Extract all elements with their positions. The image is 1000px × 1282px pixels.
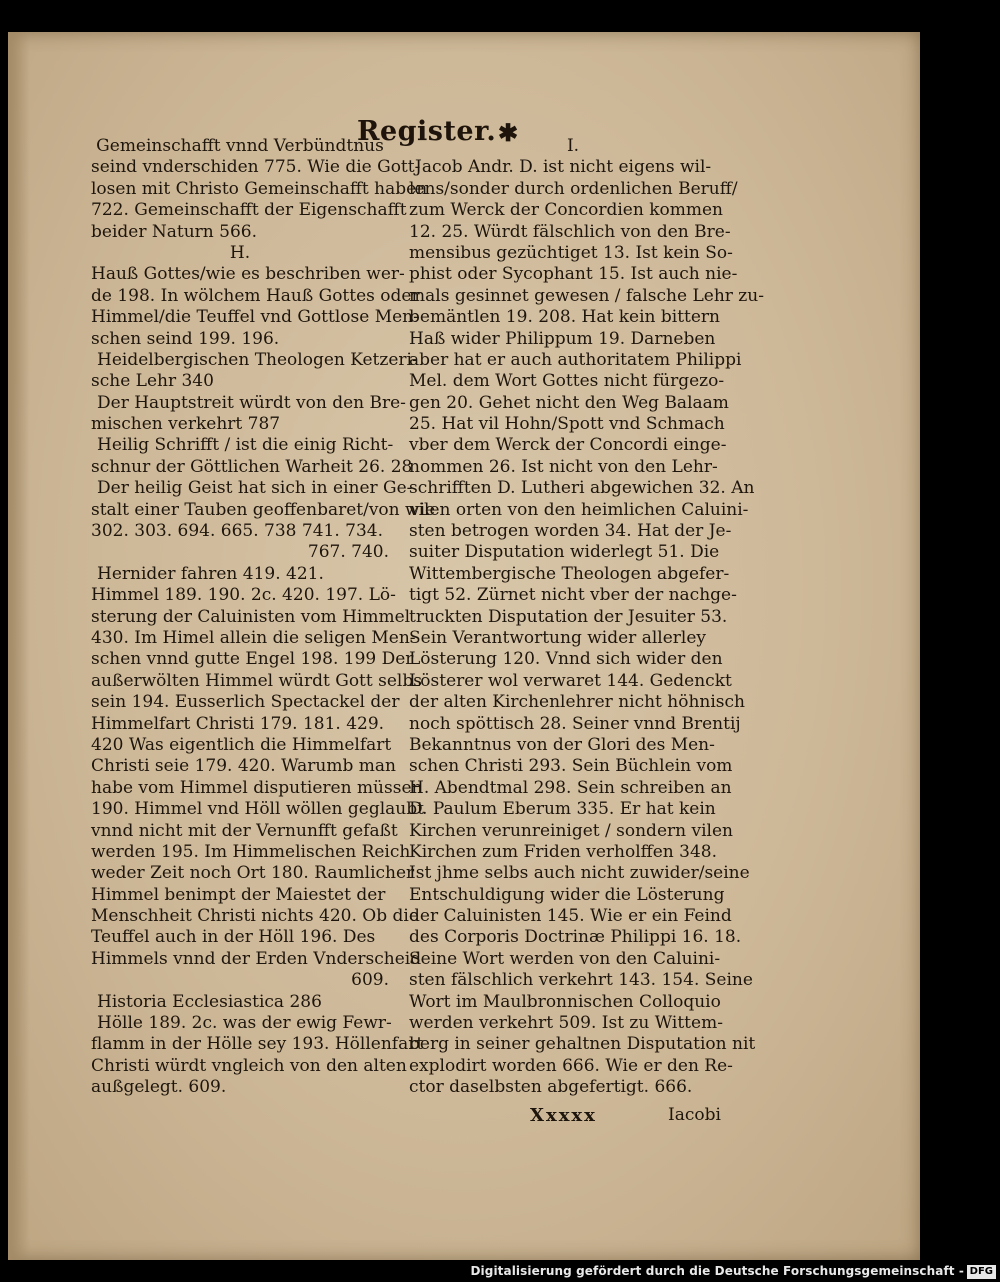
left-text-column xyxy=(91,136,436,1099)
text-line: sterung der Caluinisten vom Himmel xyxy=(91,606,411,627)
text-line: zum Werck der Concordien kommen xyxy=(409,200,723,221)
text-line: Der Hauptstreit würdt von den Bre- xyxy=(97,392,406,413)
text-line: mischen verkehrt 787 xyxy=(91,414,281,435)
text-line: Himmel 189. 190. 2c. 420. 197. Lö- xyxy=(91,585,396,606)
page-heading: Register. xyxy=(357,116,497,147)
text-line: explodirt worden 666. Wie er den Re- xyxy=(409,1055,733,1076)
text-line: gen 20. Gehet nicht den Weg Balaam xyxy=(409,392,729,413)
text-line: Hölle 189. 2c. was der ewig Fewr- xyxy=(97,1013,392,1034)
text-line: stalt einer Tauben geoffenbaret/von wie xyxy=(91,499,436,520)
text-line: werden 195. Im Himmelischen Reich xyxy=(91,841,411,862)
text-line: habe vom Himmel disputieren müssen xyxy=(91,777,423,798)
text-line: 25. Hat vil Hohn/Spott vnd Schmach xyxy=(409,414,725,435)
text-line: I. xyxy=(566,136,580,156)
text-line: Hernider fahren 419. 421. xyxy=(97,563,324,584)
text-line: vnnd nicht mit der Vernunfft gefaßt xyxy=(91,820,398,841)
text-line: Christi seie 179. 420. Warumb man xyxy=(91,756,396,777)
text-line: Bekanntnus von der Glori des Men- xyxy=(409,734,715,755)
text-line: Himmels vnnd der Erden Vnderscheid xyxy=(91,948,422,969)
text-line: schnur der Göttlichen Warheit 26. 28 xyxy=(91,456,413,477)
text-line: Mel. dem Wort Gottes nicht fürgezo- xyxy=(409,371,725,392)
text-line: Heidelbergischen Theologen Ketzeri- xyxy=(97,349,418,370)
text-line: beider Naturn 566. xyxy=(91,221,257,242)
text-line: 609. xyxy=(351,970,389,991)
text-line: nommen 26. Ist nicht von den Lehr- xyxy=(409,456,718,477)
text-line: schen seind 199. 196. xyxy=(91,328,280,349)
text-line: Himmelfart Christi 179. 181. 429. xyxy=(91,713,385,734)
text-line: Himmel/die Teuffel vnd Gottlose Men- xyxy=(91,307,419,328)
text-line: Lösterer wol verwaret 144. Gedenckt xyxy=(409,670,732,691)
text-line: 722. Gemeinschafft der Eigenschafft xyxy=(91,200,407,221)
text-line: flamm in der Hölle sey 193. Höllenfart xyxy=(91,1034,424,1055)
text-line: Heilig Schrifft / ist die einig Richt- xyxy=(97,435,394,456)
text-line: Ist jhme selbs auch nicht zuwider/seine xyxy=(409,863,750,884)
text-line: D. Paulum Eberum 335. Er hat kein xyxy=(409,799,716,820)
text-line: außgelegt. 609. xyxy=(91,1077,227,1098)
text-line: Wort im Maulbronnischen Colloquio xyxy=(409,991,721,1012)
text-line: sein 194. Eusserlich Spectackel der xyxy=(91,692,400,713)
text-line: tigt 52. Zürnet nicht vber der nachge- xyxy=(409,585,737,606)
text-line: sten fälschlich verkehrt 143. 154. Seine xyxy=(409,970,753,991)
text-line: Gemeinschafft vnnd Verbündtnus xyxy=(96,136,384,156)
text-line: suiter Disputation widerlegt 51. Die xyxy=(409,542,720,563)
text-line: der alten Kirchenlehrer nicht höhnisch xyxy=(409,692,745,713)
text-line: sche Lehr 340 xyxy=(91,371,214,392)
text-line: Wittembergische Theologen abgefer- xyxy=(409,563,730,584)
text-line: Teuffel auch in der Höll 196. Des xyxy=(91,927,376,948)
text-line: werden verkehrt 509. Ist zu Wittem- xyxy=(409,1013,723,1034)
text-line: 12. 25. Würdt fälschlich von den Bre- xyxy=(409,221,731,242)
text-line: 767. 740. xyxy=(307,542,389,563)
text-line: schen vnnd gutte Engel 198. 199 Der xyxy=(91,649,414,670)
text-line: Lösterung 120. Vnnd sich wider den xyxy=(409,649,723,670)
text-line: 420 Was eigentlich die Himmelfart xyxy=(91,734,392,755)
catchword: Iacobi xyxy=(668,1105,721,1125)
text-line: 190. Himmel vnd Höll wöllen geglaubt xyxy=(91,799,424,820)
text-line: 302. 303. 694. 665. 738 741. 734. xyxy=(91,521,383,542)
text-line: Christi würdt vngleich von den alten xyxy=(91,1055,407,1076)
text-line: Kirchen zum Friden verholffen 348. xyxy=(409,841,717,862)
text-line: vber dem Werck der Concordi einge- xyxy=(409,435,727,456)
text-line: seind vnderschiden 775. Wie die Gott- xyxy=(91,157,421,178)
text-line: mals gesinnet gewesen / falsche Lehr zu- xyxy=(409,285,764,306)
text-line: außerwölten Himmel würdt Gott selbs xyxy=(91,670,422,691)
text-line: berg in seiner gehaltnen Disputation nit xyxy=(409,1034,756,1055)
text-line: Menschheit Christi nichts 420. Ob die xyxy=(91,906,419,927)
text-line: de 198. In wölchem Hauß Gottes oder xyxy=(91,285,420,306)
digitization-credit: Digitalisierung gefördert durch die Deutsche Forschungsgemeinschaft - xyxy=(470,1264,964,1278)
text-line: ctor daselbsten abgefertigt. 666. xyxy=(409,1077,693,1098)
text-line: Seine Wort werden von den Caluini- xyxy=(409,948,721,969)
text-line: lens/sonder durch ordenlichen Beruff/ xyxy=(409,178,738,199)
text-line: 430. Im Himel allein die seligen Men- xyxy=(91,627,416,648)
text-line: der Caluinisten 145. Wie er ein Feind xyxy=(409,906,732,927)
text-line: des Corporis Doctrinæ Philippi 16. 18. xyxy=(409,927,742,948)
text-line: Kirchen verunreiniget / sondern vilen xyxy=(409,820,733,841)
text-line: losen mit Christo Gemeinschafft haben xyxy=(91,178,428,199)
text-line: Haß wider Philippum 19. Darneben xyxy=(409,328,716,349)
text-line: bemäntlen 19. 208. Hat kein bittern xyxy=(409,307,720,328)
text-line: vilen orten von den heimlichen Caluini- xyxy=(409,499,749,520)
book-page xyxy=(8,32,920,1260)
text-line: Hauß Gottes/wie es beschriben wer- xyxy=(91,264,405,285)
text-line: Himmel benimpt der Maiestet der xyxy=(91,884,386,905)
text-line: aber hat er auch authoritatem Philippi xyxy=(409,349,742,370)
text-line: Der heilig Geist hat sich in einer Ge- xyxy=(97,478,413,499)
dfg-logo: DFG xyxy=(967,1265,996,1279)
text-line: phist oder Sycophant 15. Ist auch nie- xyxy=(409,264,738,285)
text-line: H. Abendtmal 298. Sein schreiben an xyxy=(409,777,732,798)
text-line: Jacob Andr. D. ist nicht eigens wil- xyxy=(415,157,712,178)
heading-ornament: ✱ xyxy=(498,118,519,147)
text-line: noch spöttisch 28. Seiner vnnd Brentij xyxy=(409,713,741,734)
right-text-column xyxy=(409,136,764,1099)
text-line: H. xyxy=(229,242,251,263)
text-line: schen Christi 293. Sein Büchlein vom xyxy=(409,756,733,777)
signature-mark: Xxxxx xyxy=(530,1105,597,1126)
text-line: mensibus gezüchtiget 13. Ist kein So- xyxy=(409,242,733,263)
text-line: weder Zeit noch Ort 180. Raumlicher xyxy=(91,863,415,884)
text-line: sten betrogen worden 34. Hat der Je- xyxy=(409,521,732,542)
text-line: truckten Disputation der Jesuiter 53. xyxy=(409,606,728,627)
text-line: Sein Verantwortung wider allerley xyxy=(409,627,707,648)
text-line: schrifften D. Lutheri abgewichen 32. An xyxy=(409,478,755,499)
text-line: Historia Ecclesiastica 286 xyxy=(97,991,322,1012)
text-line: Entschuldigung wider die Lösterung xyxy=(409,884,725,905)
